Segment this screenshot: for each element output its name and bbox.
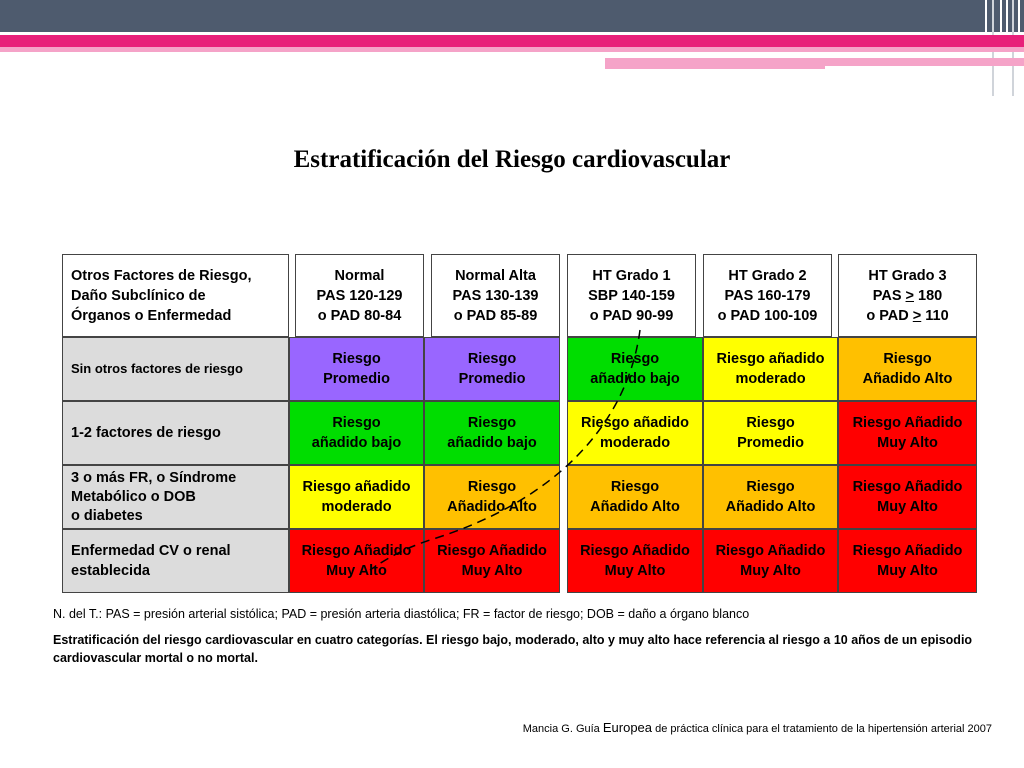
header-ht-grado-3 [838, 254, 977, 337]
col-pas: PAS 160-179 [724, 287, 811, 304]
risk-cell: Riesgo Añadido Alto [424, 465, 560, 529]
row-label-text: establecida [71, 563, 150, 579]
table-description: Estratificación del riesgo cardiovascular en cuatro categorías. El riesgo bajo, moderado, alto y muy alto hace referencia al riesgo a 10 años de un episodio cardiovascular mortal o no mortal. [53, 633, 973, 665]
risk-cell: Riesgo Promedio [289, 337, 424, 401]
col-pas: PAS 120-129 [316, 287, 403, 304]
col-pad: o PAD 80-84 [317, 307, 402, 324]
col-pad: o PAD 85-89 [453, 307, 538, 324]
top-banner [0, 0, 1024, 32]
accent-stripe [0, 35, 1024, 47]
accent-bar-small [605, 66, 825, 69]
corner-line: Otros Factores de Riesgo, [71, 267, 252, 284]
header-ht-grado-1 [567, 254, 696, 337]
col-pas: PAS 130-139 [452, 287, 539, 304]
col-title: HT Grado 1 [592, 267, 671, 284]
col-title: Normal [334, 267, 385, 284]
risk-cell: Riesgo añadido bajo [424, 401, 560, 465]
risk-cell: Riesgo Añadido Alto [838, 337, 977, 401]
accent-bar [605, 58, 1024, 66]
risk-cell: Riesgo Añadido Muy Alto [838, 401, 977, 465]
col-pad: o PAD 90-99 [589, 307, 674, 324]
risk-cell: Riesgo añadido moderado [289, 465, 424, 529]
row-label-sin-factores [62, 337, 289, 401]
header-normal-alta [431, 254, 560, 337]
source-citation: Mancia G. Guía Europea de práctica clínica para el tratamiento de la hipertensión arterial 2007 [522, 720, 992, 735]
risk-cell: Riesgo Añadido Muy Alto [424, 529, 560, 593]
row-label-enfermedad [62, 529, 289, 593]
row-label-text: Metabólico o DOB [71, 488, 196, 505]
risk-cell: Riesgo Añadido Alto [703, 465, 838, 529]
corner-line: Órganos o Enfermedad [71, 307, 232, 324]
accent-stripe-light [0, 47, 1024, 52]
col-title: HT Grado 2 [728, 267, 807, 284]
col-pas: SBP 140-159 [588, 287, 675, 304]
row-label-text: 3 o más FR, o Síndrome [71, 469, 237, 486]
row-label-3-o-mas [62, 465, 289, 529]
risk-cell: Riesgo añadido bajo [289, 401, 424, 465]
risk-cell: Riesgo Añadido Muy Alto [567, 529, 703, 593]
risk-cell: Riesgo Promedio [703, 401, 838, 465]
row-label-text: 1-2 factores de riesgo [71, 425, 221, 441]
header-normal [295, 254, 424, 337]
risk-cell: Riesgo Añadido Alto [567, 465, 703, 529]
risk-cell: Riesgo añadido moderado [567, 401, 703, 465]
col-title: HT Grado 3 [868, 267, 947, 284]
row-label-text: Sin otros factores de riesgo [71, 361, 243, 376]
risk-cell: Riesgo Promedio [424, 337, 560, 401]
risk-cell: Riesgo añadido bajo [567, 337, 703, 401]
risk-cell: Riesgo añadido moderado [703, 337, 838, 401]
row-label-text: o diabetes [71, 507, 143, 524]
risk-cell: Riesgo Añadido Muy Alto [838, 529, 977, 593]
risk-cell: Riesgo Añadido Muy Alto [703, 529, 838, 593]
risk-cell: Riesgo Añadido Muy Alto [838, 465, 977, 529]
col-pad: o PAD 100-109 [717, 307, 818, 324]
row-label-text: Enfermedad CV o renal [71, 543, 231, 559]
translator-note: N. del T.: PAS = presión arterial sistólica; PAD = presión arteria diastólica; FR = factor de riesgo; DOB = daño a órgano blanco [53, 607, 750, 621]
row-label-1-2-factores [62, 401, 289, 465]
risk-cell: Riesgo Añadido Muy Alto [289, 529, 424, 593]
slide-title: Estratificación del Riesgo cardiovascular [293, 146, 731, 173]
col-pas: PAS > 180 [872, 287, 943, 304]
header-ht-grado-2 [703, 254, 832, 337]
corner-line: Daño Subclínico de [71, 287, 206, 304]
col-pad: o PAD > 110 [866, 307, 949, 324]
header-corner [62, 254, 289, 337]
col-title: Normal Alta [455, 267, 536, 284]
